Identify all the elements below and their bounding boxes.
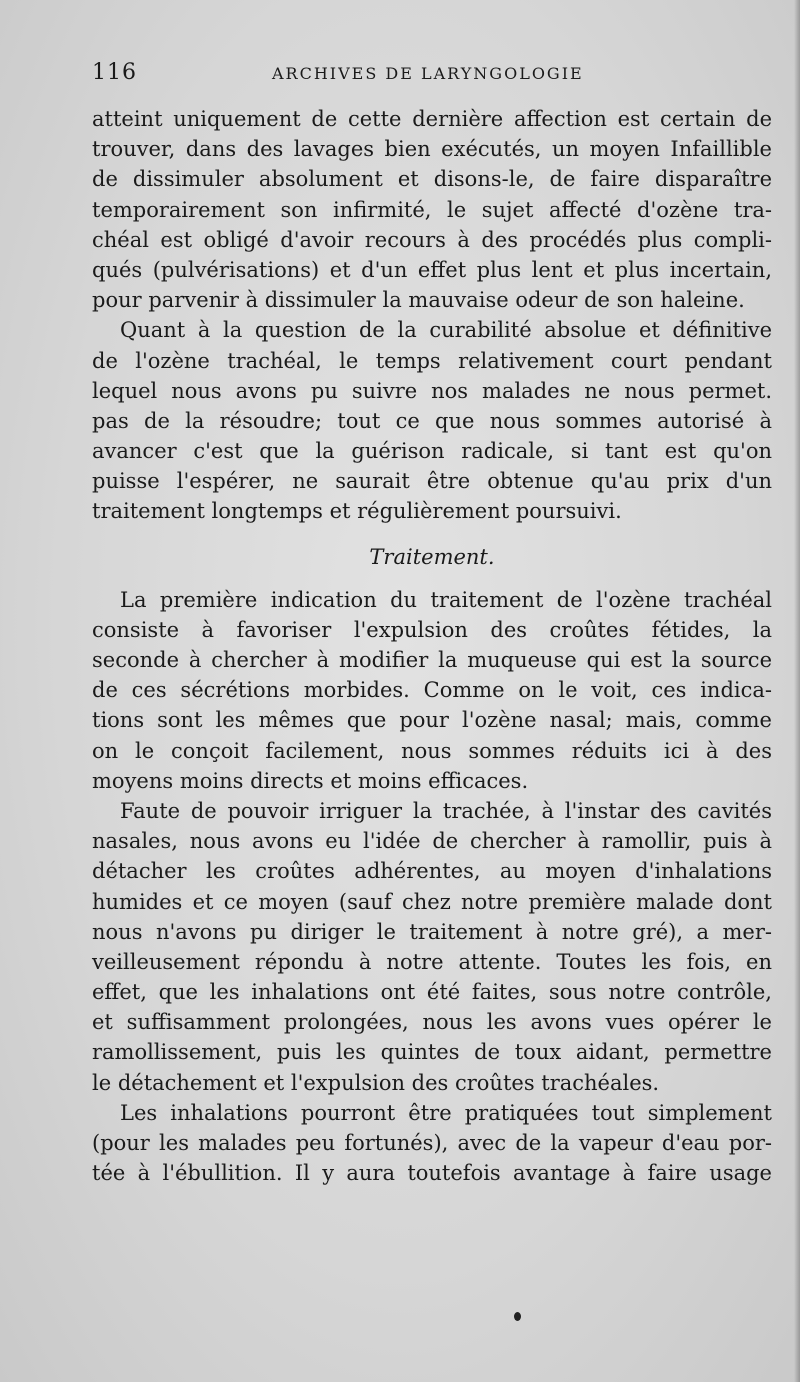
page-edge-shadow bbox=[794, 0, 800, 1382]
text-line: Les inhalations pourront être pratiquées tout simplement bbox=[120, 1100, 772, 1125]
text-line: moyens moins directs et moins efficaces. bbox=[92, 768, 529, 793]
paragraph bbox=[92, 315, 772, 526]
text-line: atteint uniquement de cette dernière affection est certain de bbox=[92, 107, 772, 131]
text-line: tée à l'ébullition. Il y aura toutefois avantage à faire usage bbox=[92, 1161, 772, 1186]
text-line: trouver, dans des lavages bien exécutés, un moyen Infaillible bbox=[92, 137, 772, 162]
text-line: de dissimuler absolument et disons-le, de faire disparaître bbox=[92, 167, 772, 192]
text-line: traitement longtemps et régulièrement poursuivi. bbox=[92, 499, 622, 524]
text-line: seconde à chercher à modifier la muqueuse qui est la source bbox=[92, 648, 772, 672]
text-line: temporairement son infirmité, le sujet affecté d'ozène tra- bbox=[92, 197, 772, 222]
text-line: effet, que les inhalations ont été faites, sous notre contrôle, bbox=[92, 980, 772, 1005]
paragraph bbox=[92, 1098, 772, 1189]
section-heading: Traitement. bbox=[369, 544, 495, 569]
text-line: La première indication du traitement de l'ozène trachéal bbox=[120, 587, 772, 612]
paragraph bbox=[92, 585, 772, 796]
text-line: de l'ozène trachéal, le temps relativement court pendant bbox=[92, 348, 772, 373]
text-line: on le conçoit facilement, nous sommes réduits ici à des bbox=[92, 738, 772, 763]
paragraph bbox=[92, 796, 772, 1098]
text-line: tions sont les mêmes que pour l'ozène nasal; mais, comme bbox=[92, 708, 772, 733]
text-line: lequel nous avons pu suivre nos malades ne nous permet. bbox=[92, 378, 772, 403]
text-line: Faute de pouvoir irriguer la trachée, à l'instar des cavités bbox=[120, 798, 772, 823]
text-line: humides et ce moyen (sauf chez notre première malade dont bbox=[92, 889, 772, 914]
text-line: avancer c'est que la guérison radicale, si tant est qu'on bbox=[92, 439, 772, 464]
text-line: puisse l'espérer, ne saurait être obtenue qu'au prix d'un bbox=[92, 469, 772, 494]
text-line: ramollissement, puis les quintes de toux aidant, permettre bbox=[92, 1040, 772, 1065]
text-line: nous n'avons pu diriger le traitement à notre gré), a mer- bbox=[92, 919, 772, 944]
text-line: chéal est obligé d'avoir recours à des procédés plus compli- bbox=[92, 227, 772, 252]
text-line: le détachement et l'expulsion des croûtes trachéales. bbox=[92, 1070, 660, 1095]
ink-spot bbox=[514, 1312, 521, 1321]
paragraph bbox=[92, 104, 772, 315]
page-number: 116 bbox=[92, 60, 137, 85]
text-line: Quant à la question de la curabilité absolue et définitive bbox=[120, 318, 772, 343]
text-line: pas de la résoudre; tout ce que nous sommes autorisé à bbox=[92, 408, 772, 433]
text-line: nasales, nous avons eu l'idée de chercher à ramollir, puis à bbox=[92, 829, 772, 854]
text-line: pour parvenir à dissimuler la mauvaise odeur de son haleine. bbox=[92, 288, 745, 313]
text-line: et suffisamment prolongées, nous les avons vues opérer le bbox=[92, 1010, 772, 1035]
text-line: consiste à favoriser l'expulsion des croûtes fétides, la bbox=[92, 617, 772, 642]
text-line: détacher les croûtes adhérentes, au moyen d'inhalations bbox=[92, 859, 772, 884]
journal-title: ARCHIVES DE LARYNGOLOGIE bbox=[272, 64, 584, 83]
text-line: de ces sécrétions morbides. Comme on le voit, ces indica- bbox=[92, 678, 772, 703]
body-text bbox=[92, 104, 772, 1188]
text-line: qués (pulvérisations) et d'un effet plus lent et plus incertain, bbox=[92, 257, 772, 282]
text-line: veilleusement répondu à notre attente. Toutes les fois, en bbox=[92, 949, 772, 974]
text-line: (pour les malades peu fortunés), avec de la vapeur d'eau por- bbox=[92, 1131, 772, 1155]
running-head bbox=[92, 60, 752, 96]
